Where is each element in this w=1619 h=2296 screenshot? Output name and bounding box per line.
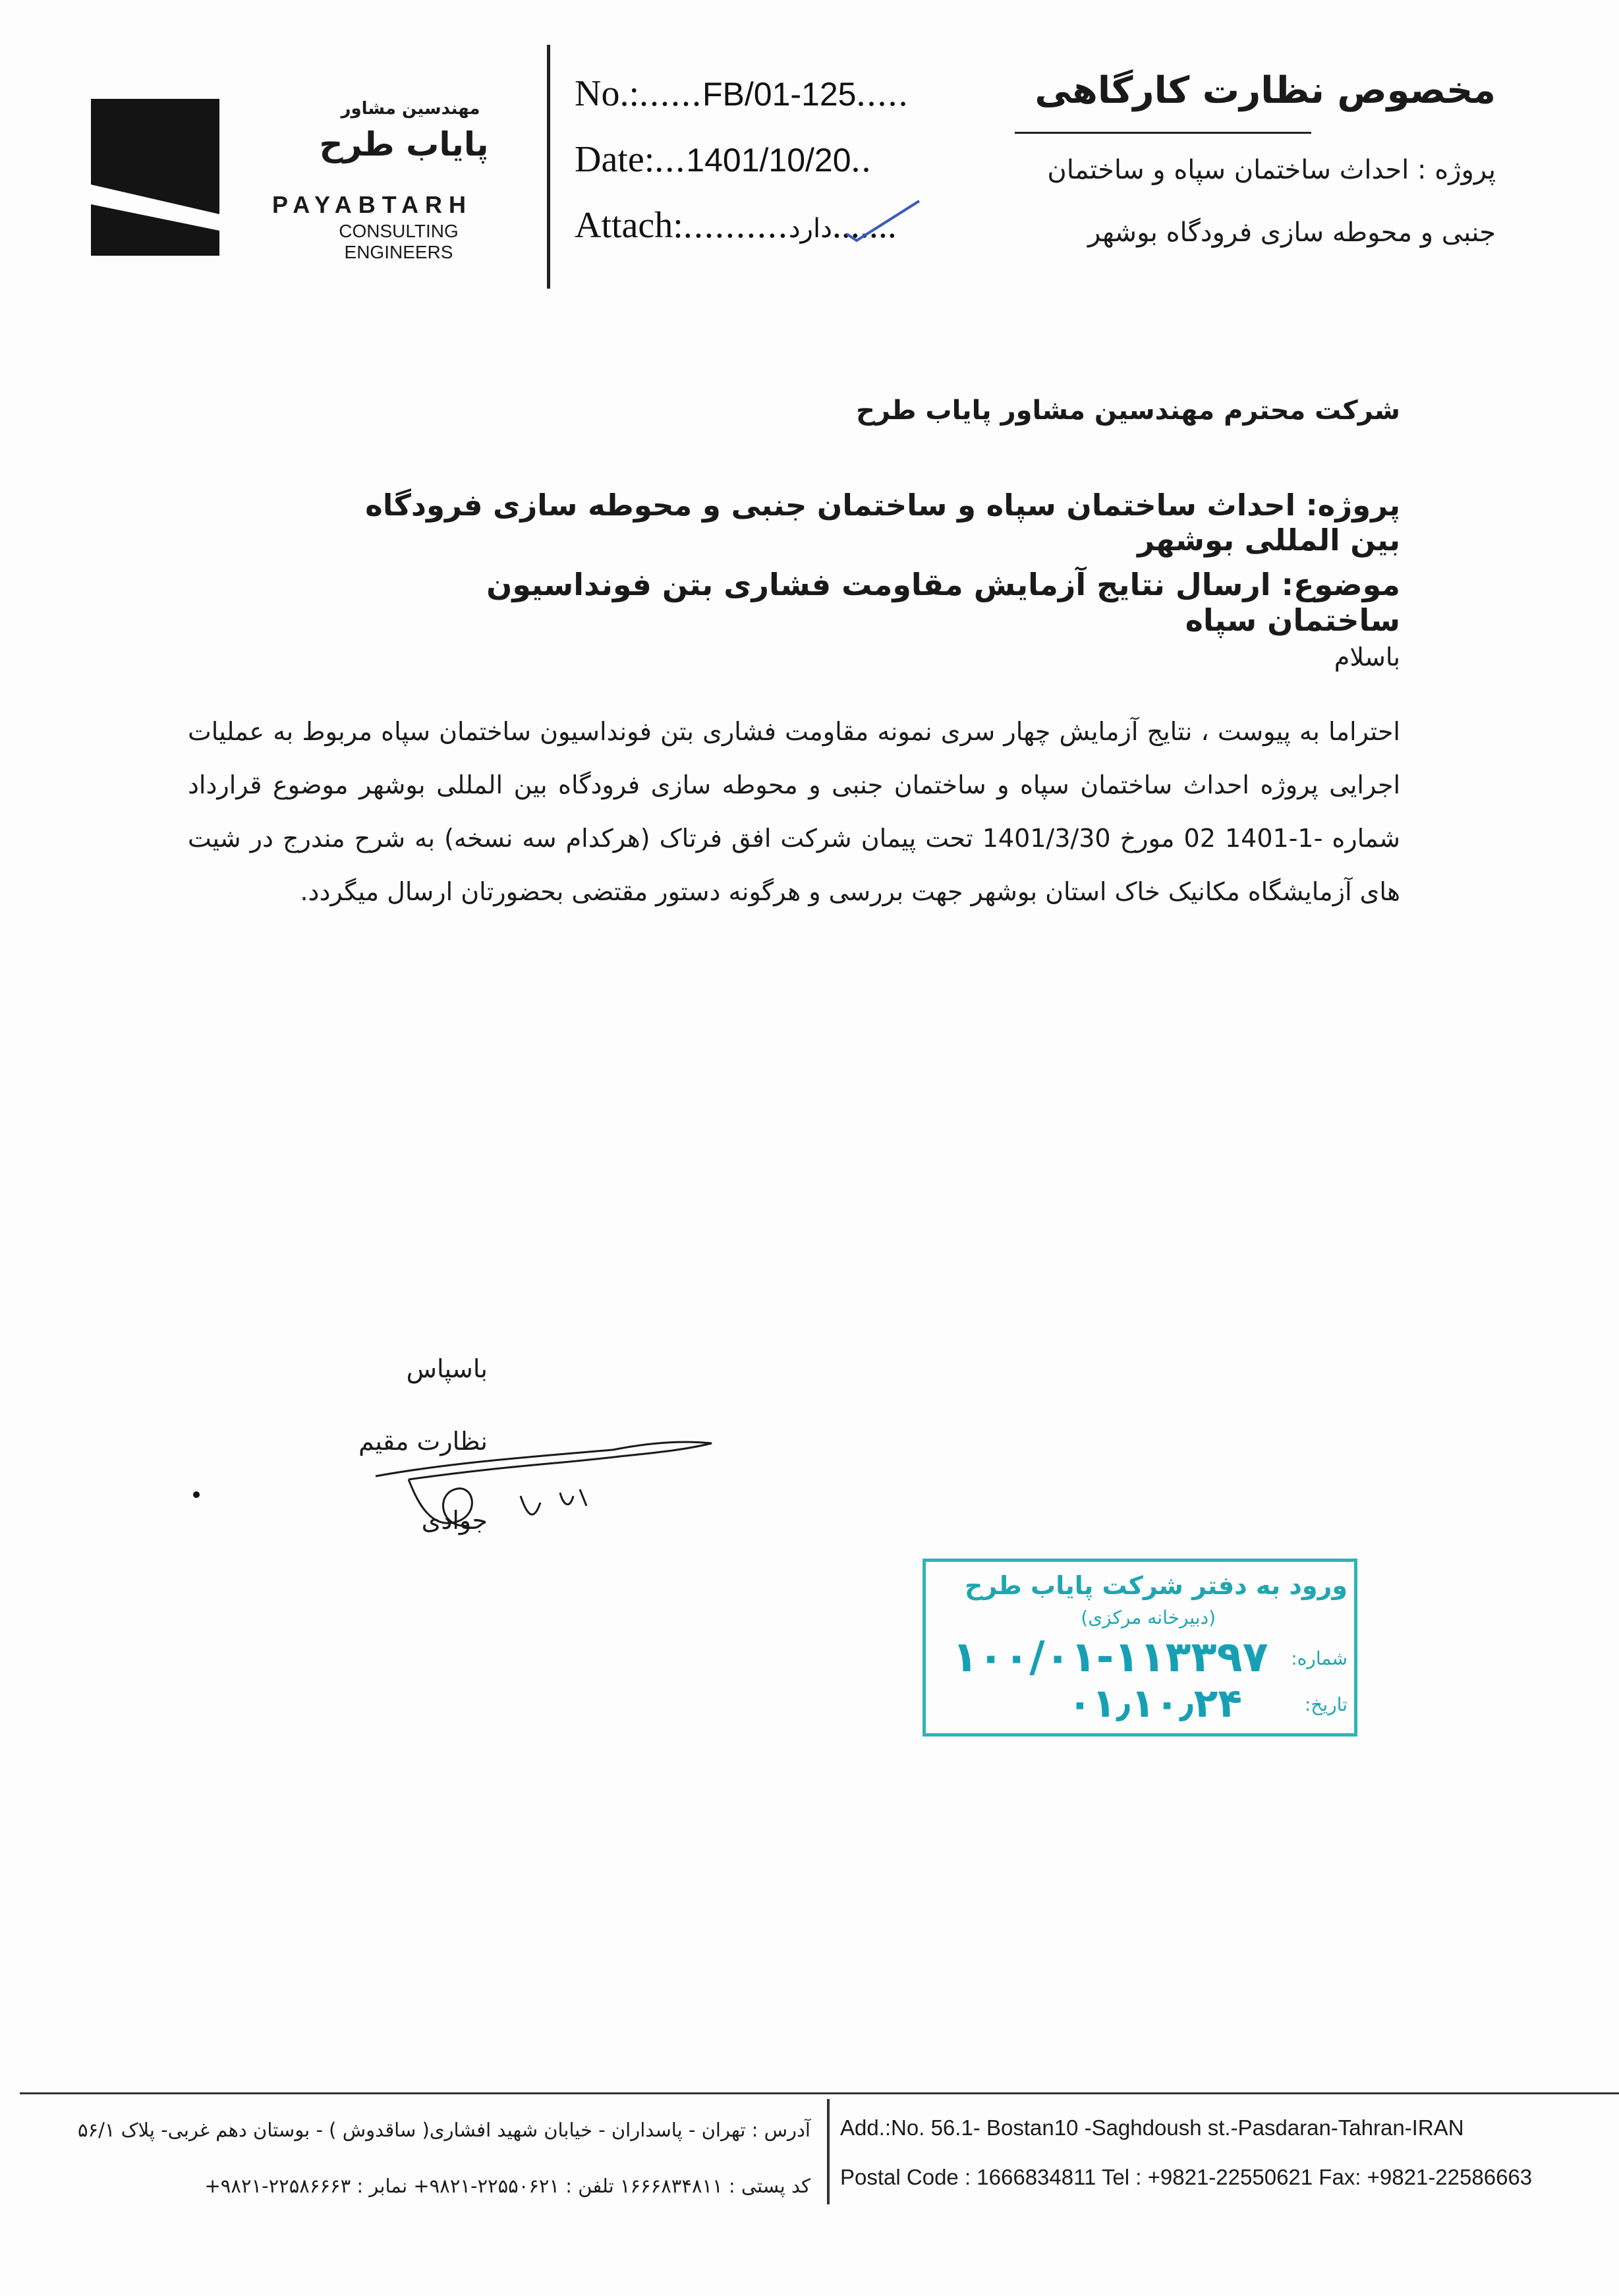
letter-attachment: Attach:..........دارد....... <box>575 205 897 246</box>
company-logo-mark <box>91 99 219 256</box>
handwritten-signature <box>369 1430 764 1535</box>
header-project-line-2: جنبی و محوطه سازی فرودگاه بوشهر <box>1088 217 1496 248</box>
letter-date: Date:...1401/10/20.. <box>575 139 872 180</box>
received-stamp <box>923 1559 1357 1736</box>
supervision-heading: مخصوص نظارت کارگاهی <box>1035 69 1496 112</box>
letter-date-label: Date: <box>575 139 655 180</box>
footer-contact-en: Postal Code : 1666834811 Tel : +9821-22550621 Fax: +9821-22586663 <box>840 2165 1533 2189</box>
signer-title: نظارت مقیم <box>358 1427 488 1456</box>
logo-name-fa: پایاب طرح <box>319 125 489 163</box>
footer-vertical-divider <box>827 2099 830 2204</box>
logo-subtitle: مهندسین مشاور <box>341 99 480 119</box>
ink-dot <box>193 1491 200 1498</box>
letter-number: No.:......FB/01-125..... <box>575 73 909 114</box>
signer-name: جوادی <box>421 1506 488 1535</box>
footer-address-en: Add.:No. 56.1- Bostan10 -Saghdoush st.-Pasdaran-Tahran-IRAN <box>840 2115 1464 2140</box>
stamp-number-value: ۱۰۰/۰۱-۱۱۳۳۹۷ <box>952 1633 1268 1682</box>
heading-underline <box>1015 132 1311 134</box>
footer-contact-fa: کد پستی : ۱۶۶۶۸۳۴۸۱۱ تلفن : ۲۲۵۵۰۶۲۱-۹۸۲۱+ نمابر : ۲۲۵۸۶۶۶۳-۹۸۲۱+ <box>204 2175 810 2197</box>
stamp-date-value: ۰۱٫۱۰٫۲۴ <box>1067 1680 1242 1727</box>
stamp-date-label: تاریخ: <box>1304 1694 1348 1715</box>
closing: باسپاس <box>406 1354 488 1383</box>
header-project-line-1: پروژه : احداث ساختمان سپاه و ساختمان <box>1047 155 1496 185</box>
footer-divider <box>20 2092 1619 2094</box>
greeting: باسلام <box>1334 643 1400 672</box>
project-title: پروژه: احداث ساختمان سپاه و ساختمان جنبی و محوطه سازی فرودگاه بین المللی بوشهر <box>365 488 1400 558</box>
letter-date-value: 1401/10/20 <box>686 142 851 179</box>
letter-number-value: FB/01-125 <box>702 76 857 113</box>
header-divider <box>547 45 550 289</box>
logo-tagline: CONSULTING ENGINEERS <box>339 221 459 262</box>
letter-attach-label: Attach: <box>575 205 683 246</box>
subject-line: موضوع: ارسال نتایج آزمایش مقاومت فشاری بتن فونداسیون ساختمان سپاه <box>486 567 1400 638</box>
letter-attach-value: دارد <box>788 214 832 244</box>
footer-address-fa: آدرس : تهران - پاسداران - خیابان شهید افشاری( ساقدوش ) - بوستان دهم غربی- پلاک ۵۶/۱ <box>77 2119 810 2141</box>
stamp-title: ورود به دفتر شرکت پایاب طرح <box>964 1571 1348 1600</box>
logo-name-en: PAYABTARH <box>271 191 473 218</box>
logo-slash-icon <box>91 99 219 256</box>
addressee: شرکت محترم مهندسین مشاور پایاب طرح <box>856 395 1400 426</box>
body-paragraph: احتراما به پیوست ، نتایج آزمایش چهار سری نمونه مقاومت فشاری بتن فونداسیون ساختمان سپاه مربوط به عملیات اجرایی پروژه احداث ساختمان سپاه و ساختمان جنبی و محوطه سازی فرودگاه بین المللی بوشهر موضوع قرارداد شماره -1-1401 02 مورخ 1401/3/30 تحت پیمان شرکت افق فرتاک (هرکدام سه نسخه) به شرح مندرج در شیت های آزمایشگاه مکانیک خاک استان بوشهر جهت بررسی و هرگونه دستور مقتضی بحضورتان ارسال میگردد. <box>188 717 1401 906</box>
stamp-subtitle: (دبیرخانه مرکزی) <box>1081 1607 1216 1628</box>
stamp-number-label: شماره: <box>1291 1648 1348 1669</box>
letter-number-label: No.: <box>575 73 639 114</box>
